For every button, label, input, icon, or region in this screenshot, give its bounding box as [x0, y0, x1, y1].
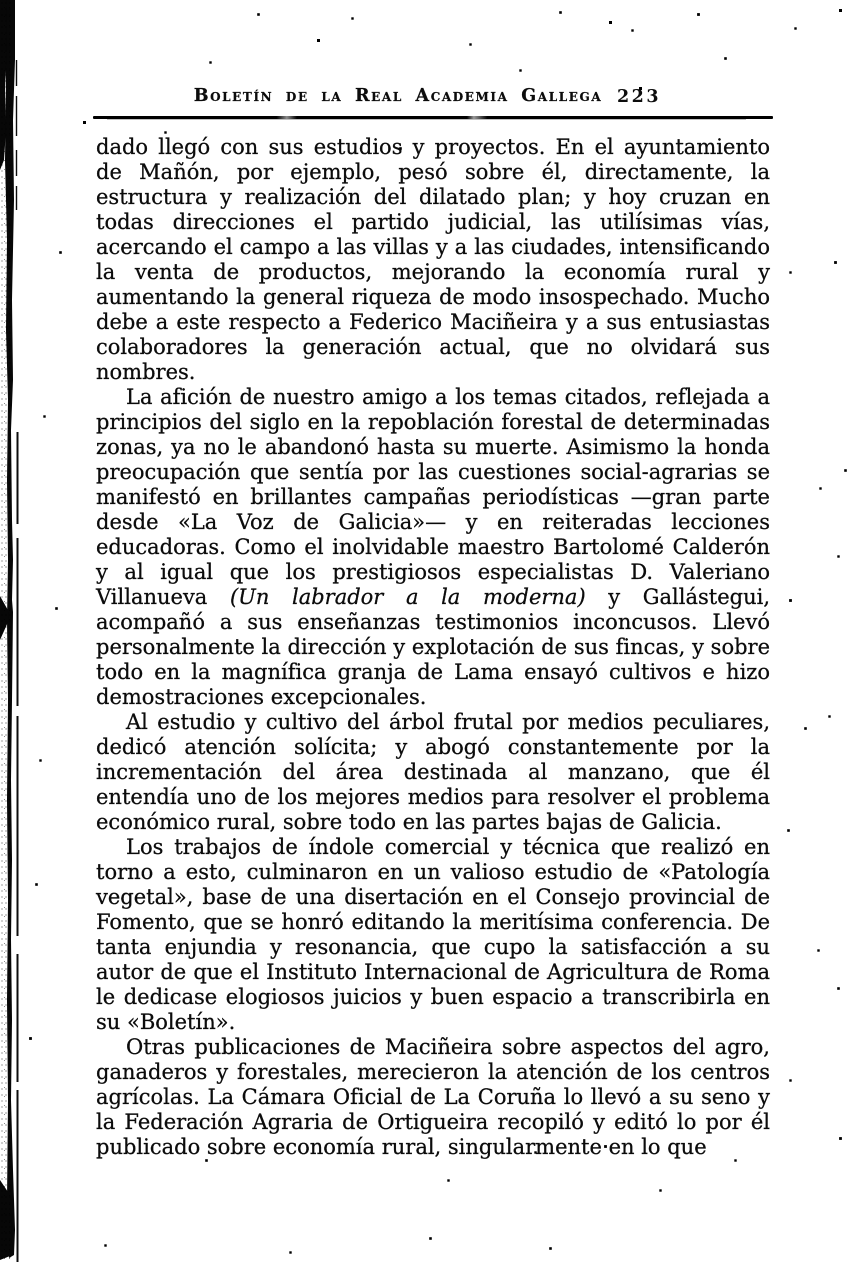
- paragraph-text: dado llegó con sus estudios y proyectos. En el ayuntamiento de Mañón, por ejemplo, pesó sobre él, directamente, la estructura y realización del dilatado plan; y hoy cruzan en todas direcciones el partido judicial, las utilísimas vías, acercando el campo a las villas y a las ciudades, intensificando la venta de productos, mejorando la economía rural y aumentando la general riqueza de modo insospechado. Mucho debe a este respecto a Federico Maciñeira y a sus entusiastas colaboradores la generación actual, que no olvidará sus nombres.: [96, 135, 770, 384]
- scan-noise-speckles: [0, 0, 1, 1]
- paragraph-text: Otras publicaciones de Maciñeira sobre aspectos del agro, ganaderos y forestales, merecieron la atención de los centros agrícolas. La Cámara Oficial de La Coruña lo llevó a su seno y la Federación Agraria de Ortigueira recopiló y editó lo por él publicado sobre economía rural, singularmente en lo que: [96, 1035, 770, 1159]
- paragraph: [96, 710, 770, 835]
- paragraph: [96, 1035, 770, 1160]
- paragraph-text: La afición de nuestro amigo a los temas citados, reflejada a principios del siglo en la repoblación forestal de determinadas zonas, ya no le abandonó hasta su muerte. Asimismo la honda preocupación que sentía por las cuestiones social-agrarias se manifestó en brillantes campañas periodísticas —gran parte desde «La Voz de Galicia»— y en reiteradas lecciones educadoras. Como el inolvidable maestro Bartolomé Calderón y al igual que los prestigiosos especialistas D. Valeriano Villanueva: [96, 385, 770, 609]
- paragraph: [96, 135, 770, 385]
- page-body: [96, 135, 770, 1160]
- work-title-italic: (Un labrador a la moderna): [229, 585, 586, 609]
- paragraph-text: y Gallástegui, acompañó a sus enseñanzas testimonios inconcusos. Llevó personalmente la dirección y explotación de sus fincas, y sobre todo en la magnífica granja de Lama ensayó cultivos e hizo demostraciones excepcionales.: [96, 585, 770, 709]
- paragraph-text: Los trabajos de índole comercial y técnica que realizó en torno a esto, culminaron en un valioso estudio de «Patología vegetal», base de una disertación en el Consejo provincial de Fomento, que se honró editando la meritísima conferencia. De tanta enjundia y resonancia, que cupo la satisfacción a su autor de que el Instituto Internacional de Agricultura de Roma le dedicase elogiosos juicios y buen espacio a transcribirla en su «Boletín».: [96, 835, 770, 1034]
- paragraph: [96, 835, 770, 1035]
- header-rule: [93, 116, 773, 119]
- page-number: 223: [617, 87, 662, 107]
- paragraph: [96, 385, 770, 710]
- paragraph-text: Al estudio y cultivo del árbol frutal por medios peculiares, dedicó atención solícita; y abogó constantemente por la incrementación del área destinada al manzano, que él entendía uno de los mejores medios para resolver el problema económico rural, sobre todo en las partes bajas de Galicia.: [96, 710, 770, 834]
- binding-shadow: [0, 0, 30, 1262]
- binding-speckle-noise: [0, 0, 13, 1262]
- running-header-title: Boletín de la Real Academia Gallega: [193, 86, 603, 106]
